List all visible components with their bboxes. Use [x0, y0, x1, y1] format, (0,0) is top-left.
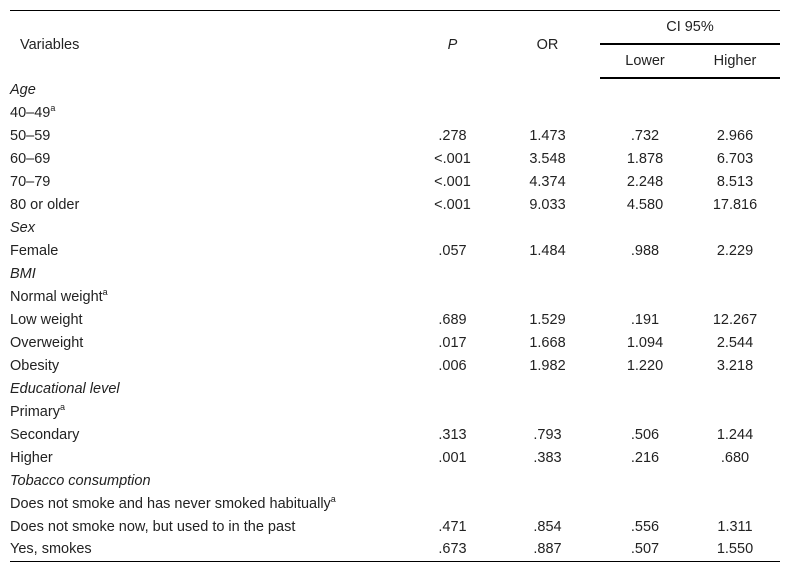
cell-lower: .507: [600, 538, 690, 561]
cell-p: .673: [410, 538, 495, 561]
row-label-cell: [10, 400, 410, 423]
cell-lower: .191: [630, 311, 660, 328]
cell-or: 3.548: [529, 150, 566, 167]
cell-p: [410, 492, 495, 515]
cell-p: .006: [438, 357, 467, 374]
table-row: [10, 354, 780, 377]
cell-p: .689: [438, 311, 467, 328]
cell-p: <.001: [434, 150, 471, 167]
table-row: [10, 170, 780, 193]
cell-or: 9.033: [529, 196, 566, 213]
cell-or: [495, 400, 600, 423]
cell-lower: .506: [630, 426, 660, 443]
cell-or: [495, 492, 600, 515]
group-row: [10, 469, 780, 492]
row-label-cell: [10, 170, 410, 193]
row-label-cell: [10, 446, 410, 469]
cell-higher: 1.244: [716, 426, 754, 443]
cell-or: [495, 101, 600, 124]
row-label-cell: [10, 515, 410, 538]
row-label-cell: [10, 285, 410, 308]
cell-or: 1.668: [529, 334, 566, 351]
cell-higher: 12.267: [712, 311, 758, 328]
cell-higher: 17.816: [712, 196, 758, 213]
table-row: [10, 308, 780, 331]
header-p: P: [447, 36, 458, 53]
cell-p: .278: [438, 127, 467, 144]
cell-or: [495, 285, 600, 308]
table-row: [10, 124, 780, 147]
row-label: Normal weight: [10, 288, 103, 305]
table-header: [10, 11, 780, 79]
group-row: [10, 78, 780, 101]
cell-p: .471: [438, 518, 467, 535]
row-label: Yes, smokes: [10, 541, 92, 558]
cell-lower: 4.580: [626, 196, 664, 213]
group-row: [10, 262, 780, 285]
table-row: [10, 538, 780, 561]
cell-lower: 1.878: [626, 150, 664, 167]
reference-marker: a: [59, 401, 65, 412]
row-label-cell: [10, 193, 410, 216]
cell-p: .001: [438, 449, 467, 466]
cell-p: [410, 400, 495, 423]
cell-or: .854: [533, 518, 562, 535]
cell-lower: 1.220: [626, 357, 664, 374]
row-label: Female: [10, 242, 59, 259]
header-row-top: [10, 11, 780, 45]
row-label-cell: [10, 538, 410, 561]
row-label-cell: [10, 124, 410, 147]
cell-or: 1.529: [529, 311, 566, 328]
cell-lower: 1.094: [626, 334, 664, 351]
group-label: Sex: [10, 219, 35, 236]
cell-or: .383: [533, 449, 562, 466]
row-label-cell: [10, 239, 410, 262]
cell-p: <.001: [434, 173, 471, 190]
row-label: 50–59: [10, 127, 51, 144]
cell-higher: 1.311: [717, 518, 753, 535]
cell-p: <.001: [434, 196, 471, 213]
cell-higher: [690, 400, 780, 423]
cell-higher: 8.513: [716, 173, 754, 190]
table-row: [10, 101, 780, 124]
row-label: Obesity: [10, 357, 60, 374]
cell-or: .793: [533, 426, 562, 443]
group-row: [10, 377, 780, 400]
cell-higher: 3.218: [716, 357, 754, 374]
cell-higher: 2.544: [716, 334, 754, 351]
cell-p: [410, 285, 495, 308]
row-label-cell: [10, 101, 410, 124]
row-label: 70–79: [10, 173, 51, 190]
group-label: BMI: [10, 265, 36, 282]
row-label-cell: [10, 354, 410, 377]
table-row: [10, 400, 780, 423]
reference-marker: a: [102, 286, 108, 297]
group-label: Tobacco consumption: [10, 472, 151, 489]
row-label: Does not smoke now, but used to in the past: [10, 518, 296, 535]
cell-lower: 2.248: [626, 173, 664, 190]
cell-lower: .556: [630, 518, 660, 535]
cell-higher: 6.703: [716, 150, 754, 167]
cell-p: .057: [438, 242, 467, 259]
cell-higher: [690, 285, 780, 308]
cell-p: .313: [438, 426, 467, 443]
row-label: 60–69: [10, 150, 51, 167]
cell-higher: 1.550: [690, 538, 780, 561]
group-row: [10, 216, 780, 239]
header-variables: Variables: [20, 36, 80, 53]
header-lower: Lower: [600, 44, 690, 78]
cell-higher: .680: [720, 449, 750, 466]
cell-higher: 2.966: [716, 127, 754, 144]
row-label-cell: [10, 147, 410, 170]
row-label-cell: [10, 308, 410, 331]
cell-or: 1.982: [529, 357, 566, 374]
row-label: Higher: [10, 449, 53, 466]
cell-higher: [690, 492, 780, 515]
header-or: OR: [536, 36, 559, 53]
table-row: [10, 239, 780, 262]
header-ci: CI 95%: [600, 11, 780, 45]
row-label: 80 or older: [10, 196, 80, 213]
cell-lower: .216: [630, 449, 660, 466]
cell-or: .887: [495, 538, 600, 561]
table-row: [10, 331, 780, 354]
row-label: 40–49: [10, 104, 51, 121]
table-row: [10, 147, 780, 170]
table-row: [10, 492, 780, 515]
cell-lower: [600, 400, 690, 423]
cell-lower: .988: [630, 242, 660, 259]
reference-marker: a: [330, 493, 336, 504]
cell-lower: [600, 285, 690, 308]
table-row: [10, 193, 780, 216]
row-label: Does not smoke and has never smoked habitually: [10, 495, 331, 512]
cell-lower: .732: [630, 127, 660, 144]
cell-or: 4.374: [529, 173, 566, 190]
group-label: Age: [10, 82, 36, 98]
cell-p: .017: [438, 334, 467, 351]
group-label: Educational level: [10, 380, 120, 397]
table-row: [10, 446, 780, 469]
table-row: [10, 285, 780, 308]
row-label: Low weight: [10, 311, 83, 328]
table-row: [10, 423, 780, 446]
cell-or: 1.473: [529, 127, 566, 144]
cell-higher: 2.229: [716, 242, 754, 259]
table-row: [10, 515, 780, 538]
results-table: [10, 10, 780, 562]
cell-p: [410, 101, 495, 124]
reference-marker: a: [50, 102, 56, 113]
row-label-cell: [10, 423, 410, 446]
row-label: Overweight: [10, 334, 84, 351]
row-label: Primary: [10, 403, 60, 420]
table-body: [10, 78, 780, 561]
header-higher: Higher: [690, 44, 780, 78]
row-label-cell: [10, 331, 410, 354]
row-label: Secondary: [10, 426, 80, 443]
row-label-cell: [10, 492, 410, 515]
cell-lower: [600, 492, 690, 515]
cell-or: 1.484: [529, 242, 566, 259]
cell-lower: [600, 101, 690, 124]
cell-higher: [690, 101, 780, 124]
